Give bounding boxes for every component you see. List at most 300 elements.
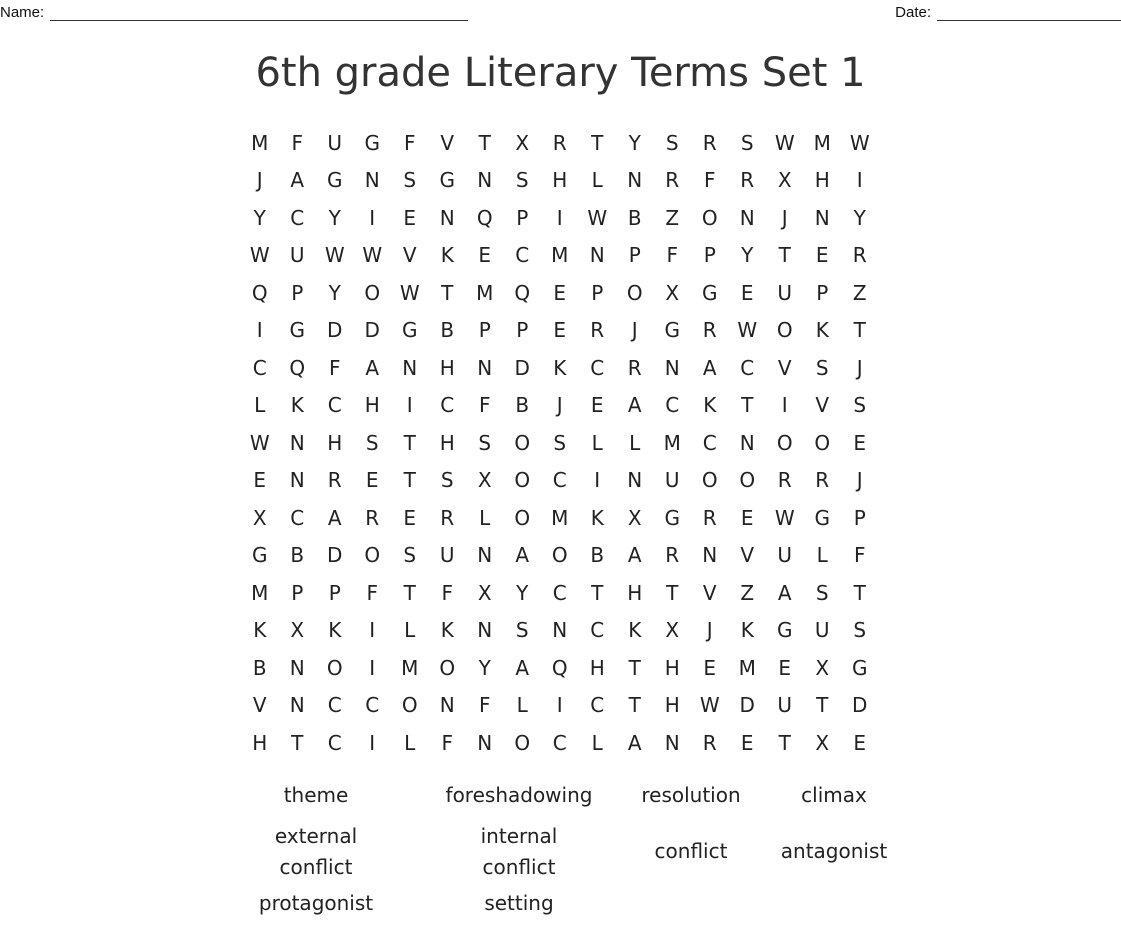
grid-letter[interactable]: K — [628, 618, 642, 643]
grid-letter[interactable]: F — [403, 130, 416, 155]
grid-letter[interactable]: T — [778, 243, 791, 268]
grid-letter[interactable]: X — [477, 580, 492, 605]
grid-letter[interactable]: X — [665, 618, 680, 643]
grid-letter[interactable]: J — [856, 468, 863, 493]
grid-letter[interactable]: L — [591, 730, 603, 755]
grid-letter[interactable]: V — [777, 355, 792, 380]
grid-letter[interactable]: N — [289, 430, 305, 455]
grid-letter[interactable]: O — [364, 280, 381, 305]
grid-letter[interactable]: V — [440, 130, 455, 155]
grid-letter[interactable]: O — [701, 205, 718, 230]
name-field[interactable] — [0, 2, 468, 21]
grid-letter[interactable]: U — [664, 468, 680, 493]
grid-letter[interactable]: J — [631, 318, 638, 343]
grid-letter[interactable]: H — [552, 168, 568, 193]
grid-letter[interactable]: E — [703, 655, 717, 680]
grid-letter[interactable]: C — [515, 243, 530, 268]
grid-letter[interactable]: U — [777, 543, 793, 568]
grid-letter[interactable]: O — [701, 468, 718, 493]
grid-letter[interactable]: G — [439, 168, 455, 193]
grid-letter[interactable]: C — [590, 693, 605, 718]
grid-letter[interactable]: A — [702, 355, 717, 380]
grid-letter[interactable]: F — [666, 243, 678, 268]
grid-letter[interactable]: T — [403, 580, 416, 605]
grid-letter[interactable]: N — [664, 730, 680, 755]
grid-letter[interactable]: S — [853, 393, 867, 418]
grid-letter[interactable]: W — [699, 693, 720, 718]
grid-letter[interactable]: C — [327, 693, 342, 718]
grid-letter[interactable]: T — [478, 130, 491, 155]
grid-letter[interactable]: F — [441, 580, 453, 605]
grid-letter[interactable]: A — [627, 730, 642, 755]
grid-letter[interactable]: C — [665, 393, 680, 418]
grid-letter[interactable]: S — [478, 430, 492, 455]
grid-letter[interactable]: L — [591, 168, 603, 193]
grid-letter[interactable]: F — [328, 355, 341, 380]
grid-letter[interactable]: I — [594, 468, 601, 493]
grid-letter[interactable]: T — [403, 430, 416, 455]
grid-letter[interactable]: W — [249, 243, 270, 268]
grid-letter[interactable]: U — [439, 543, 455, 568]
grid-letter[interactable]: N — [477, 355, 493, 380]
grid-letter[interactable]: C — [290, 505, 305, 530]
grid-letter[interactable]: Q — [251, 280, 268, 305]
grid-letter[interactable]: R — [365, 505, 380, 530]
grid-letter[interactable]: Y — [253, 205, 266, 230]
grid-letter[interactable]: S — [403, 168, 417, 193]
grid-letter[interactable]: S — [740, 130, 754, 155]
grid-letter[interactable]: R — [815, 468, 830, 493]
grid-letter[interactable]: R — [552, 130, 567, 155]
grid-letter[interactable]: X — [815, 730, 830, 755]
grid-letter[interactable]: T — [591, 130, 604, 155]
grid-letter[interactable]: E — [553, 280, 567, 305]
grid-letter[interactable]: M — [663, 430, 681, 455]
grid-letter[interactable]: Q — [514, 280, 531, 305]
grid-letter[interactable]: S — [815, 580, 829, 605]
grid-letter[interactable]: M — [813, 130, 831, 155]
grid-letter[interactable]: W — [587, 205, 608, 230]
grid-letter[interactable]: A — [365, 355, 380, 380]
grid-letter[interactable]: I — [781, 393, 788, 418]
grid-letter[interactable]: N — [477, 543, 493, 568]
grid-letter[interactable]: N — [814, 205, 830, 230]
grid-letter[interactable]: H — [327, 430, 343, 455]
grid-letter[interactable]: O — [439, 655, 456, 680]
grid-letter[interactable]: T — [853, 580, 866, 605]
grid-letter[interactable]: E — [478, 243, 492, 268]
grid-letter[interactable]: N — [739, 205, 755, 230]
grid-letter[interactable]: M — [476, 280, 494, 305]
grid-letter[interactable]: T — [291, 730, 304, 755]
grid-letter[interactable]: Z — [740, 580, 755, 605]
grid-letter[interactable]: G — [402, 318, 418, 343]
grid-letter[interactable]: I — [369, 655, 376, 680]
grid-letter[interactable]: N — [627, 468, 643, 493]
grid-letter[interactable]: U — [289, 243, 305, 268]
grid-letter[interactable]: C — [327, 393, 342, 418]
date-blank-line[interactable] — [937, 2, 1121, 21]
grid-letter[interactable]: F — [853, 543, 866, 568]
grid-letter[interactable]: N — [477, 168, 493, 193]
grid-letter[interactable]: T — [628, 693, 641, 718]
grid-letter[interactable]: A — [515, 543, 530, 568]
grid-letter[interactable]: C — [702, 430, 717, 455]
grid-letter[interactable]: O — [776, 318, 793, 343]
grid-letter[interactable]: B — [440, 318, 455, 343]
grid-letter[interactable]: Q — [551, 655, 568, 680]
grid-letter[interactable]: M — [738, 655, 756, 680]
grid-letter[interactable]: Q — [476, 205, 493, 230]
grid-letter[interactable]: C — [590, 618, 605, 643]
grid-letter[interactable]: C — [440, 393, 455, 418]
grid-letter[interactable]: Y — [741, 243, 754, 268]
grid-letter[interactable]: K — [440, 618, 454, 643]
grid-letter[interactable]: Q — [289, 355, 306, 380]
grid-letter[interactable]: N — [664, 355, 680, 380]
grid-letter[interactable]: V — [740, 543, 755, 568]
grid-letter[interactable]: E — [365, 468, 379, 493]
grid-letter[interactable]: S — [440, 468, 454, 493]
grid-letter[interactable]: E — [553, 318, 567, 343]
grid-letter[interactable]: E — [403, 205, 417, 230]
grid-letter[interactable]: E — [853, 430, 867, 455]
grid-letter[interactable]: L — [479, 505, 491, 530]
grid-letter[interactable]: R — [852, 243, 867, 268]
grid-letter[interactable]: K — [703, 393, 717, 418]
grid-letter[interactable]: S — [665, 130, 679, 155]
grid-letter[interactable]: H — [439, 430, 455, 455]
grid-letter[interactable]: O — [401, 693, 418, 718]
grid-letter[interactable]: B — [627, 205, 642, 230]
grid-letter[interactable]: G — [664, 318, 680, 343]
grid-letter[interactable]: L — [591, 430, 603, 455]
grid-letter[interactable]: O — [514, 468, 531, 493]
grid-letter[interactable]: M — [251, 130, 269, 155]
grid-letter[interactable]: C — [327, 730, 342, 755]
grid-letter[interactable]: O — [814, 430, 831, 455]
grid-letter[interactable]: A — [290, 168, 305, 193]
grid-letter[interactable]: A — [627, 393, 642, 418]
grid-letter[interactable]: D — [852, 693, 868, 718]
grid-letter[interactable]: N — [402, 355, 418, 380]
grid-letter[interactable]: F — [478, 393, 491, 418]
grid-letter[interactable]: P — [478, 318, 491, 343]
grid-letter[interactable]: V — [402, 243, 417, 268]
grid-letter[interactable]: B — [290, 543, 305, 568]
grid-letter[interactable]: K — [740, 618, 754, 643]
name-label: Name: — [0, 4, 45, 21]
grid-letter[interactable]: T — [778, 730, 791, 755]
grid-letter[interactable]: E — [740, 505, 754, 530]
grid-letter[interactable]: R — [777, 468, 792, 493]
grid-letter[interactable]: A — [627, 543, 642, 568]
grid-letter[interactable]: W — [249, 430, 270, 455]
grid-letter[interactable]: P — [591, 280, 604, 305]
grid-letter[interactable]: N — [589, 243, 605, 268]
grid-letter[interactable]: O — [551, 543, 568, 568]
grid-letter[interactable]: K — [590, 505, 604, 530]
grid-letter[interactable]: R — [440, 505, 455, 530]
grid-letter[interactable]: H — [589, 655, 605, 680]
grid-letter[interactable]: S — [515, 618, 529, 643]
grid-letter[interactable]: H — [252, 730, 268, 755]
grid-letter[interactable]: M — [401, 655, 419, 680]
grid-letter[interactable]: G — [852, 655, 868, 680]
grid-letter[interactable]: O — [514, 505, 531, 530]
grid-letter[interactable]: X — [290, 618, 305, 643]
grid-letter[interactable]: G — [252, 543, 268, 568]
grid-letter[interactable]: C — [552, 468, 567, 493]
grid-letter[interactable]: T — [666, 580, 679, 605]
grid-letter[interactable]: F — [703, 168, 716, 193]
grid-letter[interactable]: C — [365, 693, 380, 718]
grid-letter[interactable]: P — [291, 580, 304, 605]
grid-letter[interactable]: E — [778, 655, 792, 680]
grid-letter[interactable]: E — [853, 730, 867, 755]
grid-letter[interactable]: W — [362, 243, 383, 268]
grid-letter[interactable]: J — [706, 618, 713, 643]
grid-letter[interactable]: J — [556, 393, 563, 418]
grid-letter[interactable]: E — [403, 505, 417, 530]
grid-letter[interactable]: D — [739, 693, 755, 718]
grid-letter[interactable]: Y — [853, 205, 866, 230]
grid-letter[interactable]: R — [702, 730, 717, 755]
grid-letter[interactable]: U — [777, 280, 793, 305]
grid-letter[interactable]: S — [853, 618, 867, 643]
grid-letter[interactable]: T — [628, 655, 641, 680]
grid-letter[interactable]: P — [516, 318, 529, 343]
grid-letter[interactable]: I — [406, 393, 413, 418]
grid-letter[interactable]: W — [737, 318, 758, 343]
grid-letter[interactable]: W — [324, 243, 345, 268]
grid-letter[interactable]: C — [740, 355, 755, 380]
grid-letter[interactable]: S — [815, 355, 829, 380]
grid-letter[interactable]: O — [364, 543, 381, 568]
grid-letter[interactable]: X — [252, 505, 267, 530]
grid-letter[interactable]: K — [290, 393, 304, 418]
grid-letter[interactable]: R — [702, 505, 717, 530]
grid-letter[interactable]: Z — [852, 280, 867, 305]
grid-letter[interactable]: X — [477, 468, 492, 493]
grid-letter[interactable]: J — [856, 355, 863, 380]
grid-letter[interactable]: P — [703, 243, 716, 268]
grid-letter[interactable]: B — [590, 543, 605, 568]
grid-letter[interactable]: I — [556, 693, 563, 718]
grid-letter[interactable]: X — [665, 280, 680, 305]
grid-letter[interactable]: H — [664, 693, 680, 718]
grid-letter[interactable]: W — [774, 130, 795, 155]
grid-letter[interactable]: K — [253, 618, 267, 643]
grid-letter[interactable]: T — [591, 580, 604, 605]
grid-letter[interactable]: C — [590, 355, 605, 380]
grid-letter[interactable]: H — [364, 393, 380, 418]
grid-letter[interactable]: G — [664, 505, 680, 530]
grid-letter[interactable]: L — [254, 393, 266, 418]
grid-letter[interactable]: M — [551, 243, 569, 268]
grid-letter[interactable]: O — [326, 655, 343, 680]
grid-letter[interactable]: E — [815, 243, 829, 268]
grid-letter[interactable]: P — [628, 243, 641, 268]
grid-letter[interactable]: R — [665, 543, 680, 568]
puzzle-title: 6th grade Literary Terms Set 1 — [255, 50, 866, 96]
grid-letter[interactable]: X — [777, 168, 792, 193]
grid-letter[interactable]: K — [328, 618, 342, 643]
grid-letter[interactable]: N — [289, 655, 305, 680]
grid-letter[interactable]: L — [516, 693, 528, 718]
grid-letter[interactable]: I — [369, 618, 376, 643]
grid-letter[interactable]: K — [553, 355, 567, 380]
grid-letter[interactable]: Y — [328, 280, 341, 305]
grid-letter[interactable]: L — [629, 430, 641, 455]
grid-letter[interactable]: N — [552, 618, 568, 643]
grid-letter[interactable]: E — [253, 468, 267, 493]
grid-letter[interactable]: C — [290, 205, 305, 230]
grid-letter[interactable]: K — [815, 318, 829, 343]
letter-grid — [241, 124, 879, 762]
grid-letter[interactable]: Y — [516, 580, 529, 605]
grid-letter[interactable]: C — [552, 580, 567, 605]
grid-letter[interactable]: M — [251, 580, 269, 605]
grid-letter[interactable]: I — [556, 205, 563, 230]
grid-letter[interactable]: R — [327, 468, 342, 493]
word-bank-item: external conflict — [274, 824, 358, 879]
grid-letter[interactable]: H — [664, 655, 680, 680]
grid-letter[interactable]: J — [256, 168, 263, 193]
grid-letter[interactable]: V — [815, 393, 830, 418]
grid-letter[interactable]: X — [515, 130, 530, 155]
grid-letter[interactable]: D — [364, 318, 380, 343]
grid-letter[interactable]: E — [740, 730, 754, 755]
grid-letter[interactable]: F — [478, 693, 491, 718]
grid-letter[interactable]: D — [327, 543, 343, 568]
grid-letter[interactable]: D — [327, 318, 343, 343]
grid-letter[interactable]: A — [327, 505, 342, 530]
grid-letter[interactable]: R — [702, 318, 717, 343]
grid-letter[interactable]: F — [291, 130, 303, 155]
grid-letter[interactable]: O — [776, 430, 793, 455]
grid-letter[interactable]: P — [328, 580, 341, 605]
grid-letter[interactable]: T — [741, 393, 754, 418]
grid-letter[interactable]: Y — [328, 205, 341, 230]
grid-letter[interactable]: W — [774, 505, 795, 530]
grid-letter[interactable]: G — [814, 505, 830, 530]
grid-letter[interactable]: F — [366, 580, 378, 605]
grid-letter[interactable]: N — [364, 168, 380, 193]
grid-letter[interactable]: J — [781, 205, 788, 230]
grid-letter[interactable]: N — [739, 430, 755, 455]
grid-letter[interactable]: T — [441, 280, 454, 305]
grid-letter[interactable]: P — [816, 280, 829, 305]
grid-letter[interactable]: A — [777, 580, 792, 605]
grid-letter[interactable]: V — [252, 693, 267, 718]
grid-letter[interactable]: F — [441, 730, 453, 755]
grid-letter[interactable]: B — [515, 393, 530, 418]
word-bank-item: resolution — [641, 783, 741, 807]
grid-letter[interactable]: O — [626, 280, 643, 305]
grid-letter[interactable]: Y — [478, 655, 491, 680]
grid-letter[interactable]: G — [777, 618, 793, 643]
grid-letter[interactable]: G — [364, 130, 380, 155]
grid-letter[interactable]: O — [514, 430, 531, 455]
grid-letter[interactable]: L — [816, 543, 828, 568]
grid-letter[interactable]: K — [440, 243, 454, 268]
grid-letter[interactable]: O — [739, 468, 756, 493]
grid-letter[interactable]: R — [590, 318, 605, 343]
name-blank-line[interactable] — [50, 2, 468, 21]
grid-letter[interactable]: T — [403, 468, 416, 493]
grid-letter[interactable]: T — [816, 693, 829, 718]
grid-letter[interactable]: L — [404, 618, 416, 643]
grid-letter[interactable]: G — [702, 280, 718, 305]
grid-letter[interactable]: W — [399, 280, 420, 305]
grid-letter[interactable]: H — [627, 580, 643, 605]
grid-letter[interactable]: G — [327, 168, 343, 193]
grid-letter[interactable]: C — [552, 730, 567, 755]
grid-letter[interactable]: S — [553, 430, 567, 455]
grid-letter[interactable]: T — [853, 318, 866, 343]
grid-letter[interactable]: E — [740, 280, 754, 305]
grid-letter[interactable]: H — [814, 168, 830, 193]
grid-letter[interactable]: E — [590, 393, 604, 418]
grid-letter[interactable]: U — [777, 693, 793, 718]
grid-letter[interactable]: I — [369, 730, 376, 755]
grid-letter[interactable]: S — [365, 430, 379, 455]
grid-letter[interactable]: U — [814, 618, 830, 643]
grid-letter[interactable]: C — [252, 355, 267, 380]
date-field[interactable] — [895, 2, 1121, 21]
grid-letter[interactable]: N — [289, 693, 305, 718]
grid-letter[interactable]: N — [477, 730, 493, 755]
grid-letter[interactable]: H — [439, 355, 455, 380]
grid-letter[interactable]: I — [856, 168, 863, 193]
word-bank-item: climax — [801, 783, 867, 807]
grid-letter[interactable]: R — [627, 355, 642, 380]
grid-letter[interactable]: S — [515, 168, 529, 193]
grid-letter[interactable]: P — [291, 280, 304, 305]
date-label: Date: — [895, 4, 931, 21]
grid-letter[interactable]: I — [256, 318, 263, 343]
grid-letter[interactable]: N — [439, 205, 455, 230]
grid-letter[interactable]: P — [516, 205, 529, 230]
grid-letter[interactable]: R — [702, 130, 717, 155]
grid-letter[interactable]: N — [439, 693, 455, 718]
grid-letter[interactable]: A — [515, 655, 530, 680]
grid-letter[interactable]: G — [289, 318, 305, 343]
grid-letter[interactable]: L — [404, 730, 416, 755]
grid-letter[interactable]: U — [327, 130, 343, 155]
grid-letter[interactable]: M — [551, 505, 569, 530]
grid-letter[interactable]: N — [702, 543, 718, 568]
grid-letter[interactable]: N — [477, 618, 493, 643]
grid-letter[interactable]: V — [702, 580, 717, 605]
grid-letter[interactable]: W — [849, 130, 870, 155]
grid-letter[interactable]: R — [740, 168, 755, 193]
grid-letter[interactable]: I — [369, 205, 376, 230]
grid-letter[interactable]: N — [627, 168, 643, 193]
grid-letter[interactable]: P — [853, 505, 866, 530]
grid-letter[interactable]: R — [665, 168, 680, 193]
grid-letter[interactable]: S — [403, 543, 417, 568]
grid-letter[interactable]: Z — [665, 205, 680, 230]
grid-letter[interactable]: N — [289, 468, 305, 493]
grid-letter[interactable]: Y — [628, 130, 641, 155]
grid-letter[interactable]: B — [252, 655, 267, 680]
grid-letter[interactable]: D — [514, 355, 530, 380]
grid-letter[interactable]: X — [815, 655, 830, 680]
grid-letter[interactable]: O — [514, 730, 531, 755]
grid-letter[interactable]: X — [627, 505, 642, 530]
